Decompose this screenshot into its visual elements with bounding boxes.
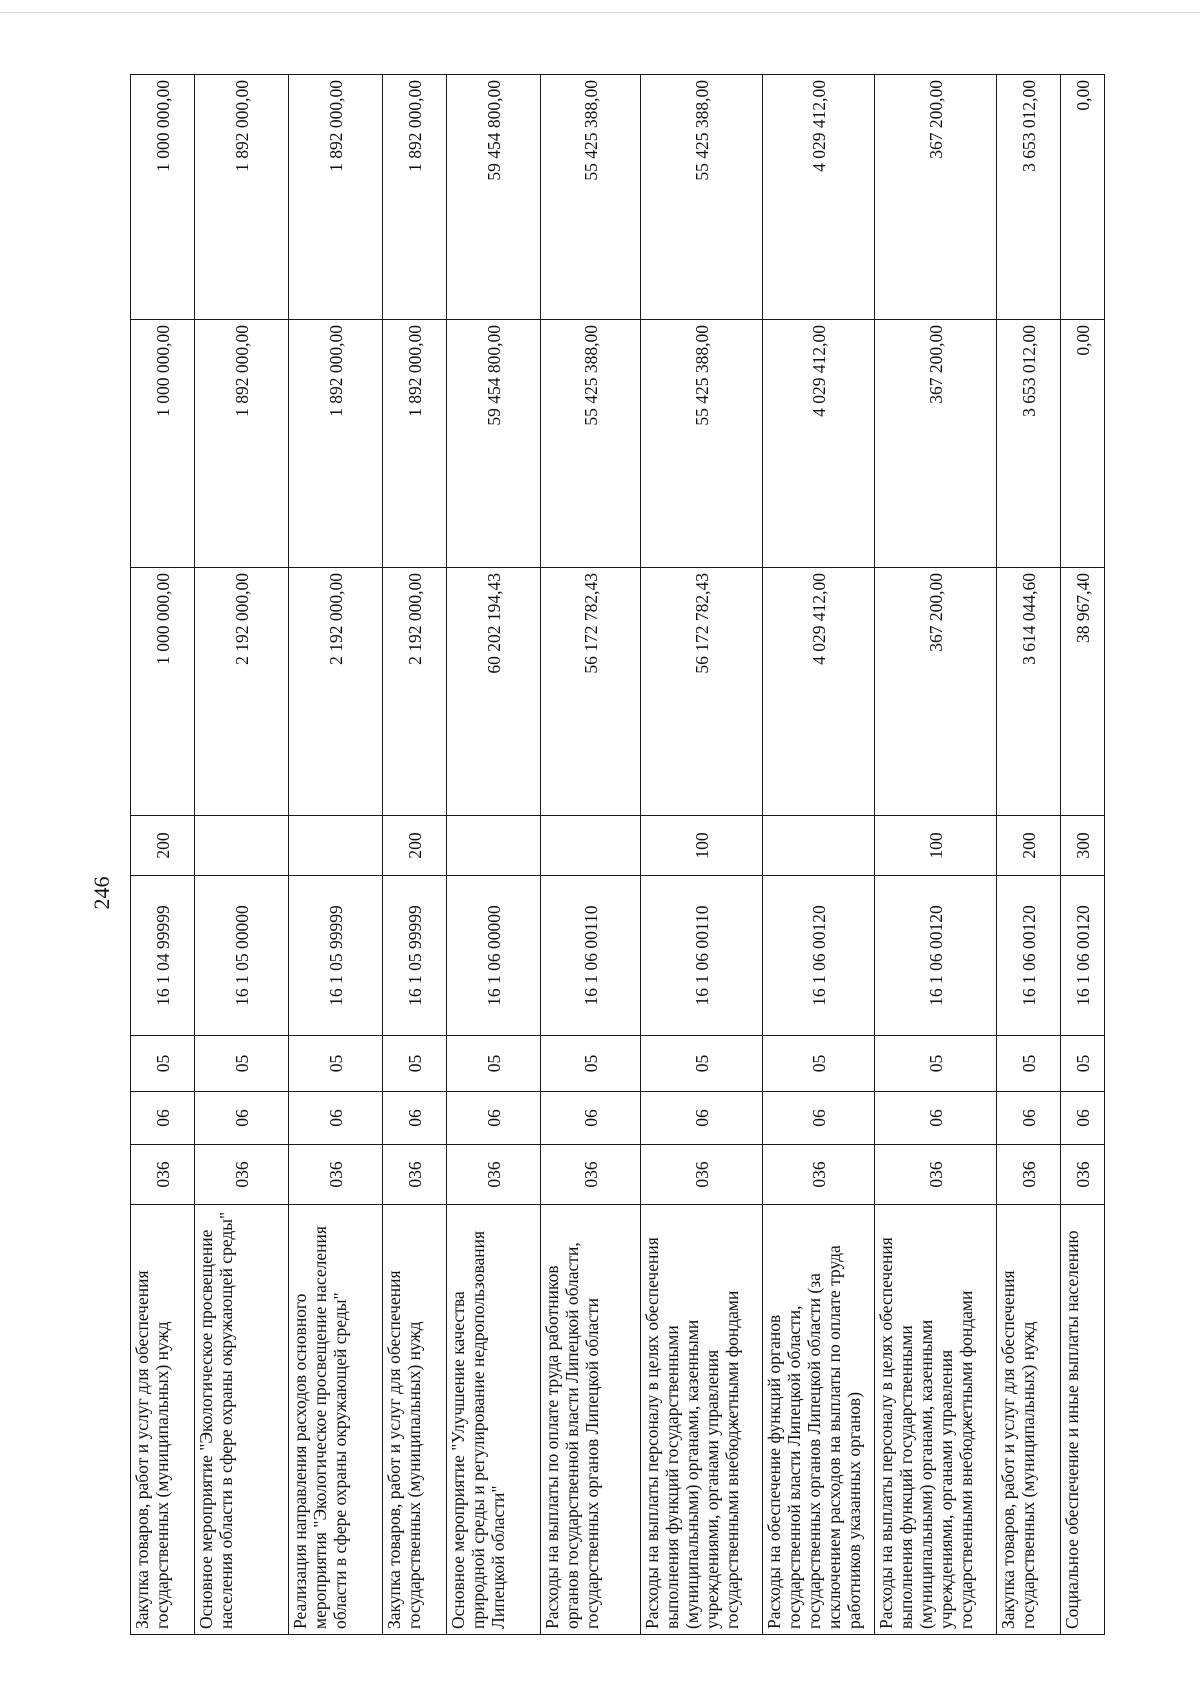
- row-name-cell: Расходы на выплаты по оплате труда работников органов государственной власти Липецкой области, государственных органов Липецкой области: [541, 1205, 641, 1635]
- row-sum2-cell: 0,00: [1061, 320, 1105, 568]
- row-vr-cell: 200: [131, 816, 195, 876]
- table-row: [289, 75, 383, 1635]
- row-sum1-cell: 38 967,40: [1061, 568, 1105, 816]
- row-vr-cell: [289, 816, 383, 876]
- row-pr-cell: 05: [289, 1036, 383, 1092]
- table-row: [447, 75, 541, 1635]
- row-pr-cell: 05: [763, 1036, 875, 1092]
- row-sum3-cell: 1 000 000,00: [131, 75, 195, 320]
- row-csr-cell: 16 1 05 99999: [383, 876, 447, 1036]
- row-csr-cell: 16 1 06 00120: [763, 876, 875, 1036]
- table-row: [1061, 75, 1105, 1635]
- row-ved-cell: 036: [195, 1145, 289, 1205]
- row-pr-cell: 05: [997, 1036, 1061, 1092]
- row-sum1-cell: 60 202 194,43: [447, 568, 541, 816]
- table-row: [383, 75, 447, 1635]
- row-name-cell: Расходы на обеспечение функций органов государственной власти Липецкой области, государственных органов Липецкой области (за исключением расходов на выплаты по оплате труда работников указанных органов): [763, 1205, 875, 1635]
- table-row: [131, 75, 195, 1635]
- row-sum2-cell: 1 892 000,00: [289, 320, 383, 568]
- row-vr-cell: 100: [875, 816, 997, 876]
- table-row: [641, 75, 763, 1635]
- row-name-cell: Основное мероприятие "Улучшение качества природной среды и регулирование недропользования Липецкой области": [447, 1205, 541, 1635]
- row-name-cell: Закупка товаров, работ и услуг для обеспечения государственных (муниципальных) нужд: [383, 1205, 447, 1635]
- row-sum1-cell: 2 192 000,00: [289, 568, 383, 816]
- row-sum1-cell: 1 000 000,00: [131, 568, 195, 816]
- row-sum2-cell: 367 200,00: [875, 320, 997, 568]
- table-row: [195, 75, 289, 1635]
- row-sum2-cell: 1 892 000,00: [383, 320, 447, 568]
- row-sum1-cell: 367 200,00: [875, 568, 997, 816]
- row-csr-cell: 16 1 04 99999: [131, 876, 195, 1036]
- row-sum1-cell: 3 614 044,60: [997, 568, 1061, 816]
- row-vr-cell: [195, 816, 289, 876]
- row-pr-cell: 05: [195, 1036, 289, 1092]
- row-vr-cell: [763, 816, 875, 876]
- row-name-cell: Реализация направления расходов основного мероприятия "Экологическое просвещение населения области в сфере охраны окружающей среды": [289, 1205, 383, 1635]
- row-csr-cell: 16 1 06 00120: [1061, 876, 1105, 1036]
- row-sum2-cell: 59 454 800,00: [447, 320, 541, 568]
- row-sum1-cell: 56 172 782,43: [541, 568, 641, 816]
- row-sum1-cell: 2 192 000,00: [383, 568, 447, 816]
- row-pr-cell: 05: [1061, 1036, 1105, 1092]
- row-ved-cell: 036: [875, 1145, 997, 1205]
- row-sum3-cell: 55 425 388,00: [541, 75, 641, 320]
- row-rz-cell: 06: [289, 1092, 383, 1145]
- row-csr-cell: 16 1 05 00000: [195, 876, 289, 1036]
- row-csr-cell: 16 1 06 00120: [875, 876, 997, 1036]
- row-sum2-cell: 1 892 000,00: [195, 320, 289, 568]
- row-name-cell: Расходы на выплаты персоналу в целях обеспечения выполнения функций государственными (муниципальными) органами, казенными учреждениями, органами управления государственными внебюджетными фондами: [641, 1205, 763, 1635]
- page-number: 246: [89, 876, 114, 910]
- row-name-cell: Закупка товаров, работ и услуг для обеспечения государственных (муниципальных) нужд: [997, 1205, 1061, 1635]
- row-vr-cell: 300: [1061, 816, 1105, 876]
- row-ved-cell: 036: [289, 1145, 383, 1205]
- row-rz-cell: 06: [383, 1092, 447, 1145]
- row-sum3-cell: 367 200,00: [875, 75, 997, 320]
- row-vr-cell: 100: [641, 816, 763, 876]
- row-ved-cell: 036: [1061, 1145, 1105, 1205]
- table-row: [541, 75, 641, 1635]
- budget-table: [130, 74, 1105, 1635]
- row-pr-cell: 05: [383, 1036, 447, 1092]
- row-sum2-cell: 1 000 000,00: [131, 320, 195, 568]
- row-ved-cell: 036: [541, 1145, 641, 1205]
- row-pr-cell: 05: [541, 1036, 641, 1092]
- row-sum3-cell: 3 653 012,00: [997, 75, 1061, 320]
- row-pr-cell: 05: [447, 1036, 541, 1092]
- row-pr-cell: 05: [641, 1036, 763, 1092]
- row-rz-cell: 06: [641, 1092, 763, 1145]
- row-rz-cell: 06: [1061, 1092, 1105, 1145]
- row-rz-cell: 06: [447, 1092, 541, 1145]
- row-name-cell: Основное мероприятие "Экологическое просвещение населения области в сфере охраны окружающей среды": [195, 1205, 289, 1635]
- row-vr-cell: [447, 816, 541, 876]
- row-rz-cell: 06: [763, 1092, 875, 1145]
- table-row: [763, 75, 875, 1635]
- row-rz-cell: 06: [875, 1092, 997, 1145]
- row-name-cell: Расходы на выплаты персоналу в целях обеспечения выполнения функций государственными (муниципальными) органами, казенными учреждениями, органами управления государственными внебюджетными фондами: [875, 1205, 997, 1635]
- row-rz-cell: 06: [541, 1092, 641, 1145]
- row-ved-cell: 036: [997, 1145, 1061, 1205]
- row-sum2-cell: 3 653 012,00: [997, 320, 1061, 568]
- scan-edge-line: [0, 12, 1200, 13]
- row-rz-cell: 06: [997, 1092, 1061, 1145]
- row-sum1-cell: 4 029 412,00: [763, 568, 875, 816]
- row-sum2-cell: 55 425 388,00: [541, 320, 641, 568]
- table-row: [875, 75, 997, 1635]
- row-pr-cell: 05: [875, 1036, 997, 1092]
- row-rz-cell: 06: [195, 1092, 289, 1145]
- row-sum2-cell: 4 029 412,00: [763, 320, 875, 568]
- row-sum1-cell: 2 192 000,00: [195, 568, 289, 816]
- table-row: [997, 75, 1061, 1635]
- row-csr-cell: 16 1 06 00000: [447, 876, 541, 1036]
- row-sum1-cell: 56 172 782,43: [641, 568, 763, 816]
- row-sum3-cell: 0,00: [1061, 75, 1105, 320]
- row-csr-cell: 16 1 06 00120: [997, 876, 1061, 1036]
- row-sum2-cell: 55 425 388,00: [641, 320, 763, 568]
- row-rz-cell: 06: [131, 1092, 195, 1145]
- row-ved-cell: 036: [763, 1145, 875, 1205]
- row-sum3-cell: 59 454 800,00: [447, 75, 541, 320]
- rotated-table-wrapper: [130, 75, 1093, 1635]
- row-csr-cell: 16 1 06 00110: [541, 876, 641, 1036]
- row-sum3-cell: 1 892 000,00: [383, 75, 447, 320]
- row-csr-cell: 16 1 05 99999: [289, 876, 383, 1036]
- table-body: [131, 75, 1105, 1635]
- row-pr-cell: 05: [131, 1036, 195, 1092]
- row-csr-cell: 16 1 06 00110: [641, 876, 763, 1036]
- row-sum3-cell: 55 425 388,00: [641, 75, 763, 320]
- row-ved-cell: 036: [641, 1145, 763, 1205]
- row-ved-cell: 036: [131, 1145, 195, 1205]
- row-sum3-cell: 1 892 000,00: [195, 75, 289, 320]
- row-name-cell: Социальное обеспечение и иные выплаты населению: [1061, 1205, 1105, 1635]
- row-vr-cell: [541, 816, 641, 876]
- row-name-cell: Закупка товаров, работ и услуг для обеспечения государственных (муниципальных) нужд: [131, 1205, 195, 1635]
- row-vr-cell: 200: [383, 816, 447, 876]
- row-ved-cell: 036: [447, 1145, 541, 1205]
- row-sum3-cell: 1 892 000,00: [289, 75, 383, 320]
- row-sum3-cell: 4 029 412,00: [763, 75, 875, 320]
- row-ved-cell: 036: [383, 1145, 447, 1205]
- row-vr-cell: 200: [997, 816, 1061, 876]
